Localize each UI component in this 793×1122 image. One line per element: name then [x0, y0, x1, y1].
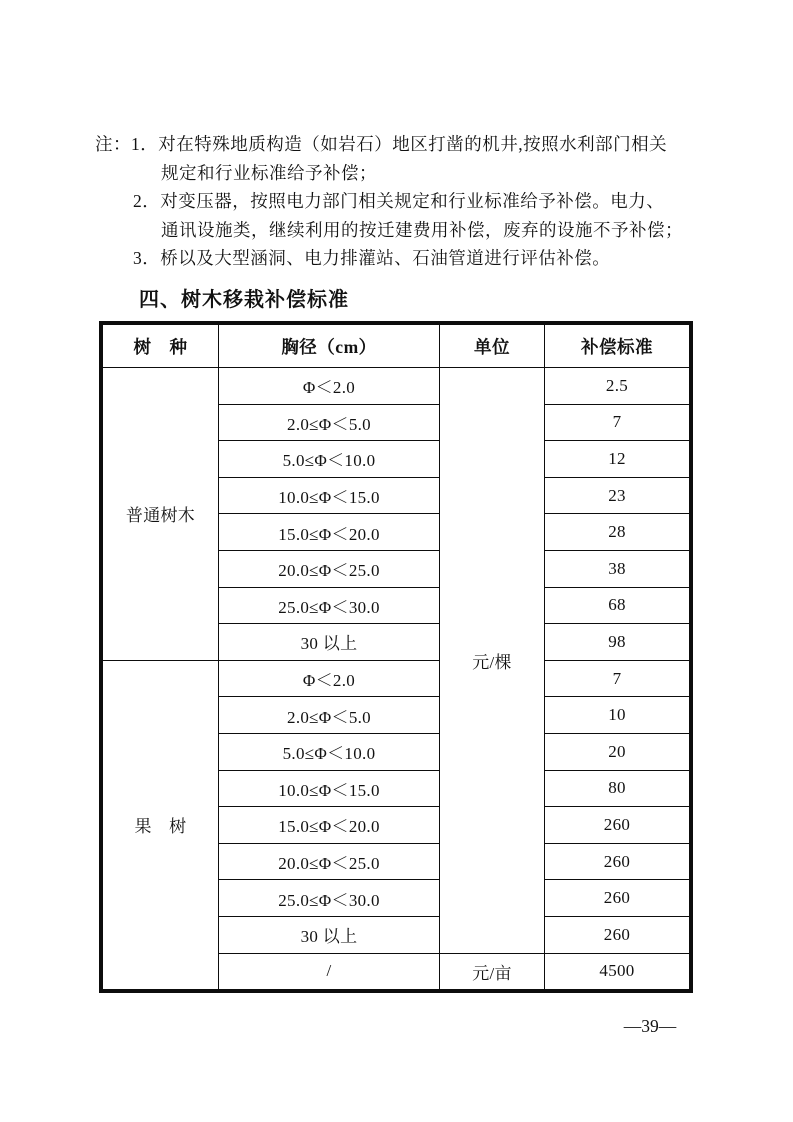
header-standard: 补偿标准 — [545, 324, 691, 368]
compensation-table — [100, 322, 692, 992]
table-cell: 30 以上 — [219, 624, 440, 661]
table-cell: Φ＜2.0 — [219, 660, 440, 697]
note-line-1: 注：1．对在特殊地质构造（如岩石）地区打凿的机井,按照水利部门相关 — [95, 134, 668, 154]
table-cell: 23 — [545, 477, 691, 514]
table-cell: 7 — [545, 660, 691, 697]
table-cell: 25.0≤Φ＜30.0 — [219, 880, 440, 917]
table-cell: 10.0≤Φ＜15.0 — [219, 477, 440, 514]
table-cell: 68 — [545, 587, 691, 624]
table-cell: 2.0≤Φ＜5.0 — [219, 404, 440, 441]
table-cell: 30 以上 — [219, 916, 440, 953]
header-tree-type: 树 种 — [102, 324, 219, 368]
header-unit: 单位 — [440, 324, 545, 368]
table-cell: 15.0≤Φ＜20.0 — [219, 514, 440, 551]
table-cell: 260 — [545, 843, 691, 880]
table-cell: 元/棵 — [440, 368, 545, 954]
table-cell: 15.0≤Φ＜20.0 — [219, 807, 440, 844]
table-cell: 28 — [545, 514, 691, 551]
table-cell: 260 — [545, 807, 691, 844]
table-header-row — [102, 324, 691, 368]
header-diameter: 胸径（cm） — [219, 324, 440, 368]
note-line-5: 3．桥以及大型涵洞、电力排灌站、石油管道进行评估补偿。 — [133, 248, 611, 269]
table-cell: 果 树 — [102, 660, 219, 990]
table-cell: 5.0≤Φ＜10.0 — [219, 733, 440, 770]
table-cell: 25.0≤Φ＜30.0 — [219, 587, 440, 624]
table-cell: 12 — [545, 441, 691, 478]
table-cell: 10 — [545, 697, 691, 734]
note-line-4: 通讯设施类，继续利用的按迁建费用补偿，废弃的设施不予补偿； — [161, 219, 683, 240]
page-number: —39— — [623, 1016, 677, 1036]
table-row — [102, 660, 691, 697]
table-cell: 7 — [545, 404, 691, 441]
table-cell: 2.0≤Φ＜5.0 — [219, 697, 440, 734]
table-cell: 38 — [545, 550, 691, 587]
table-cell: 20.0≤Φ＜25.0 — [219, 550, 440, 587]
table-cell: Φ＜2.0 — [219, 368, 440, 405]
section-title: 四、树木移栽补偿标准 — [139, 289, 349, 311]
table-cell: 98 — [545, 624, 691, 661]
table-cell: / — [219, 953, 440, 991]
table-cell: 5.0≤Φ＜10.0 — [219, 441, 440, 478]
table-cell: 普通树木 — [102, 368, 219, 661]
compensation-table-body — [102, 368, 691, 991]
table-row — [102, 368, 691, 405]
note-line-2: 规定和行业标准给予补偿； — [161, 162, 377, 183]
table-cell: 元/亩 — [440, 953, 545, 991]
table-cell: 10.0≤Φ＜15.0 — [219, 770, 440, 807]
table-cell: 4500 — [545, 953, 691, 991]
table-cell: 260 — [545, 880, 691, 917]
note-line-3: 2．对变压器，按照电力部门相关规定和行业标准给予补偿。电力、 — [133, 191, 665, 212]
table-cell: 20 — [545, 733, 691, 770]
table-cell: 80 — [545, 770, 691, 807]
table-cell: 20.0≤Φ＜25.0 — [219, 843, 440, 880]
table-cell: 260 — [545, 916, 691, 953]
table-cell: 2.5 — [545, 368, 691, 405]
notes-block — [95, 130, 715, 273]
